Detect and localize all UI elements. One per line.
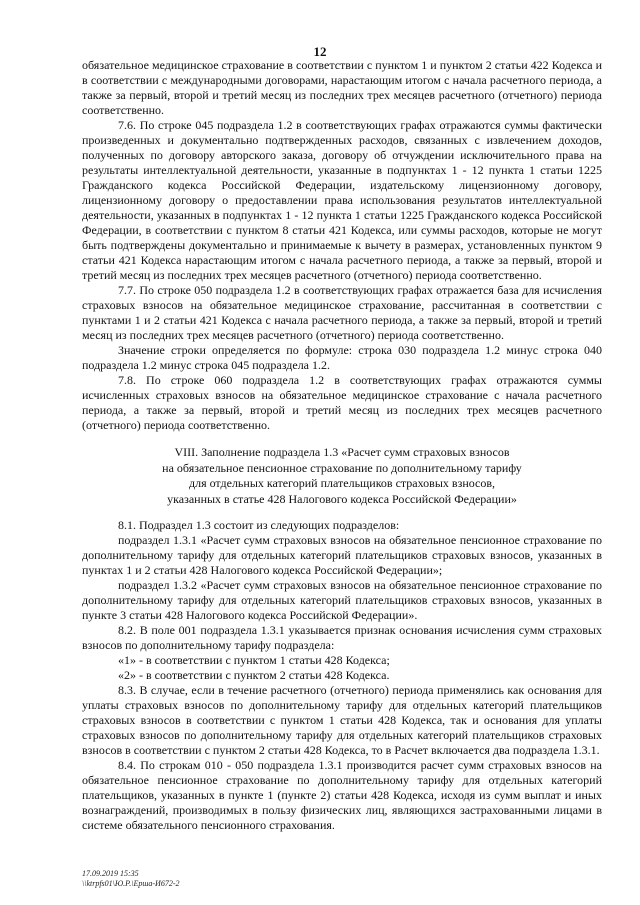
footer-stamp — [82, 869, 180, 889]
section-heading-line: для отдельных категорий плательщиков страховых взносов, — [188, 476, 496, 490]
list-item: «2» - в соответствии с пунктом 2 статьи 428 Кодекса. — [118, 668, 390, 682]
paragraph: 7.8. По строке 060 подраздела 1.2 в соответствующих графах отражаются суммы исчисленных страховых взносов на обязательное медицинское страхование с начала расчетного периода, а также за первый, второй и третий месяц из последних трех месяцев расчетного (отчетного) периода соответственно. — [82, 373, 602, 432]
section-heading-line: на обязательное пенсионное страхование по дополнительному тарифу — [162, 460, 522, 475]
paragraph: 8.2. В поле 001 подраздела 1.3.1 указывается признак основания исчисления сумм страховых взносов по дополнительному тарифу подраздела: — [82, 623, 602, 652]
paragraph: подраздел 1.3.2 «Расчет сумм страховых взносов на обязательное пенсионное страхование по дополнительному тарифу для отдельных категорий плательщиков страховых взносов, указанных в пункте 3 статьи 428 Налогового кодекса Российской Федерации». — [82, 578, 602, 622]
paragraph: подраздел 1.3.1 «Расчет сумм страховых взносов на обязательное пенсионное страхование по дополнительному тарифу для отдельных категорий плательщиков страховых взносов, указанных в пунктах 1 и 2 статьи 428 Налогового кодекса Российской Федерации»; — [82, 533, 602, 577]
paragraph: Значение строки определяется по формуле: строка 030 подраздела 1.2 минус строка 040 подраздела 1.2 минус строка 045 подраздела 1.2. — [82, 343, 602, 372]
paragraph: 7.6. По строке 045 подраздела 1.2 в соответствующих графах отражаются суммы фактически произведенных и документально подтвержденных расходов, связанных с извлечением доходов, полученных по договору авторского заказа, договору об отчуждении исключительного права на результаты интеллектуальной деятельности, указанные в подпунктах 1 - 12 пункта 1 статьи 1225 Гражданского кодекса Российской Федерации, издательскому лицензионному договору, лицензионному договору о предоставлении права использования результатов интеллектуальной деятельности, указанных в подпунктах 1 - 12 пункта 1 статьи 1225 Гражданского кодекса Российской Федерации, в соответствии с пунктом 8 статьи 421 Кодекса, или суммы расходов, которые не могут быть подтверждены документально и принимаемые к вычету в размерах, установленных пунктом 9 статьи 421 Кодекса нарастающим итогом с начала расчетного периода, а также за первый, второй и третий месяц из последних трех месяцев расчетного (отчетного) периода соответственно. — [82, 118, 602, 282]
paragraph: 7.7. По строке 050 подраздела 1.2 в соответствующих графах отражается база для исчисления страховых взносов на обязательное медицинское страхование, рассчитанная в соответствии с пунктами 1 и 2 статьи 421 Кодекса с начала расчетного периода, а также за первый, второй и третий месяц из последних трех месяцев расчетного (отчетного) периода соответственно. — [82, 283, 602, 342]
list-item: «1» - в соответствии с пунктом 1 статьи 428 Кодекса; — [118, 653, 390, 667]
section-heading-line: указанных в статье 428 Налогового кодекса Российской Федерации» — [167, 491, 517, 506]
footer-file-path: \\ktrpfs01\Ю.Р.\Ерша-И672-2 — [82, 879, 180, 888]
paragraph: 8.3. В случае, если в течение расчетного (отчетного) периода применялись как основания для уплаты страховых взносов по дополнительному тарифу для отдельных категорий плательщиков страховых взносов в соответствии с пунктом 1 статьи 428 Кодекса, так и основания для уплаты страховых взносов по дополнительному тарифу для отдельных категорий плательщиков страховых взносов в соответствии с пунктом 2 статьи 428 Кодекса, то в Расчет включается два подраздела 1.3.1. — [82, 683, 602, 757]
paragraph: обязательное медицинское страхование в соответствии с пунктом 1 и пунктом 2 статьи 422 Кодекса и в соответствии с международными договорами, нарастающим итогом с начала расчетного периода, а также за первый, второй и третий месяц из последних трех месяцев расчетного (отчетного) периода соответственно. — [82, 58, 602, 117]
document-body — [82, 58, 602, 833]
footer-date: 17.09.2019 15:35 — [82, 869, 139, 878]
paragraph: 8.4. По строкам 010 - 050 подраздела 1.3.1 производится расчет сумм страховых взносов на обязательное пенсионное страхование по дополнительному тарифу для отдельных категорий плательщиков, указанных в пункте 1 (пункте 2) статьи 428 Кодекса, исходя из сумм выплат и иных вознаграждений, производимых в пользу физических лиц, являющихся застрахованными лицами в системе обязательного пенсионного страхования. — [82, 758, 602, 832]
paragraph: 8.1. Подраздел 1.3 состоит из следующих подразделов: — [118, 518, 400, 532]
page-number: 12 — [313, 44, 327, 59]
section-heading — [82, 445, 602, 507]
section-heading-line: VIII. Заполнение подраздела 1.3 «Расчет сумм страховых взносов — [174, 445, 510, 459]
